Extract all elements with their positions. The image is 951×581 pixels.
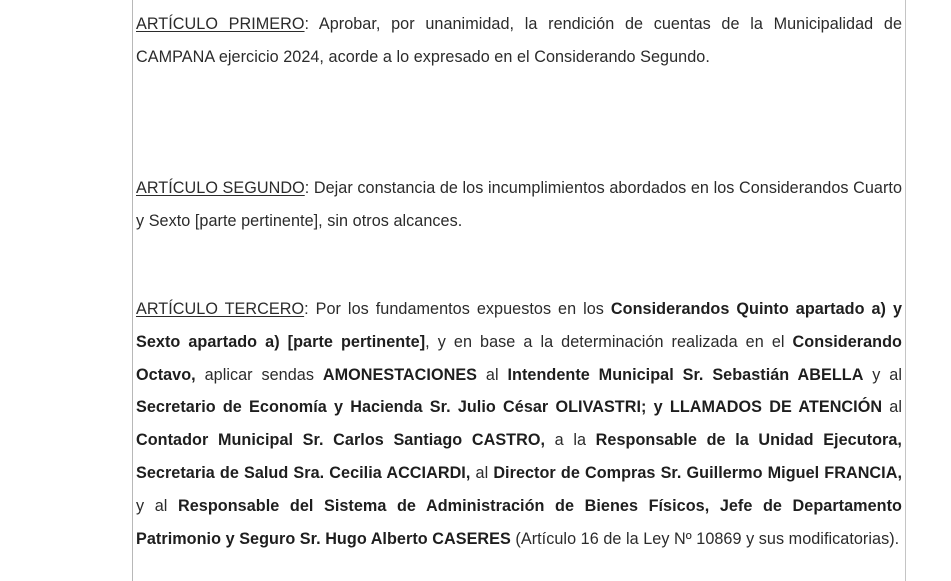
articulo-tercero-text-5: y al: [863, 365, 902, 384]
articulo-tercero-bold-7: Responsable de la Unidad Ejecutora, Secretaria de Salud Sra. Cecilia ACCIARDI,: [136, 431, 902, 482]
articulo-tercero-bold-6: Contador Municipal Sr. Carlos Santiago CASTRO,: [136, 431, 546, 450]
articulo-tercero-text-2: , y en base a la determinación realizada en el: [425, 332, 793, 351]
articulo-segundo-paragraph: [136, 172, 902, 238]
articulo-segundo: [136, 172, 902, 238]
articulo-tercero-bold-5: Secretario de Economía y Hacienda Sr. Julio César OLIVASTRI; y LLAMADOS DE ATENCIÓN: [136, 398, 883, 417]
articulo-tercero-text-3: aplicar sendas: [195, 365, 323, 384]
articulo-tercero-text-4: al: [477, 365, 508, 384]
articulo-tercero-text-8: al: [470, 463, 494, 482]
articulo-tercero-bold-9: Responsable del Sistema de Administración de Bienes Físicos, Jefe de Departamento Patrimonio y Seguro Sr. Hugo Alberto CASERES: [136, 496, 902, 548]
articulo-primero-heading: ARTÍCULO PRIMERO: [136, 15, 305, 33]
articulo-tercero-text-9: y al: [136, 496, 178, 515]
articulo-tercero-text-10: (Artículo 16 de la Ley Nº 10869 y sus modificatorias).: [510, 529, 900, 548]
articulo-segundo-text: : Dejar constancia de los incumplimientos abordados en los Considerandos Cuarto y Sexto [parte pertinente], sin otros alcances.: [136, 179, 902, 230]
articulo-primero-text: : Aprobar, por unanimidad, la rendición de cuentas de la Municipalidad de CAMPANA ejercicio 2024, acorde a lo expresado en el Considerando Segundo.: [136, 15, 902, 66]
articulo-tercero-text-7: a la: [545, 431, 596, 450]
articulo-tercero-bold-8: Director de Compras Sr. Guillermo Miguel FRANCIA,: [493, 463, 903, 482]
articulo-tercero-text-6: al: [882, 398, 902, 417]
left-margin-line: [132, 0, 133, 581]
articulo-segundo-heading: ARTÍCULO SEGUNDO: [136, 179, 305, 197]
articulo-primero: [136, 8, 902, 74]
articulo-tercero-text-1: : Por los fundamentos expuestos en los: [304, 300, 611, 318]
articulo-tercero-bold-1: Considerandos Quinto apartado a) y Sexto apartado a) [parte pertinente]: [136, 300, 902, 351]
articulo-tercero-bold-3: AMONESTACIONES: [322, 365, 478, 384]
articulo-tercero: [136, 293, 902, 555]
articulo-tercero-bold-2: Considerando Octavo,: [136, 332, 902, 384]
articulo-tercero-heading: ARTÍCULO TERCERO: [136, 300, 305, 318]
articulo-primero-paragraph: [136, 8, 902, 74]
right-margin-line: [905, 0, 906, 581]
articulo-tercero-paragraph: [136, 293, 902, 555]
articulo-tercero-bold-4: Intendente Municipal Sr. Sebastián ABELLA: [507, 365, 864, 384]
